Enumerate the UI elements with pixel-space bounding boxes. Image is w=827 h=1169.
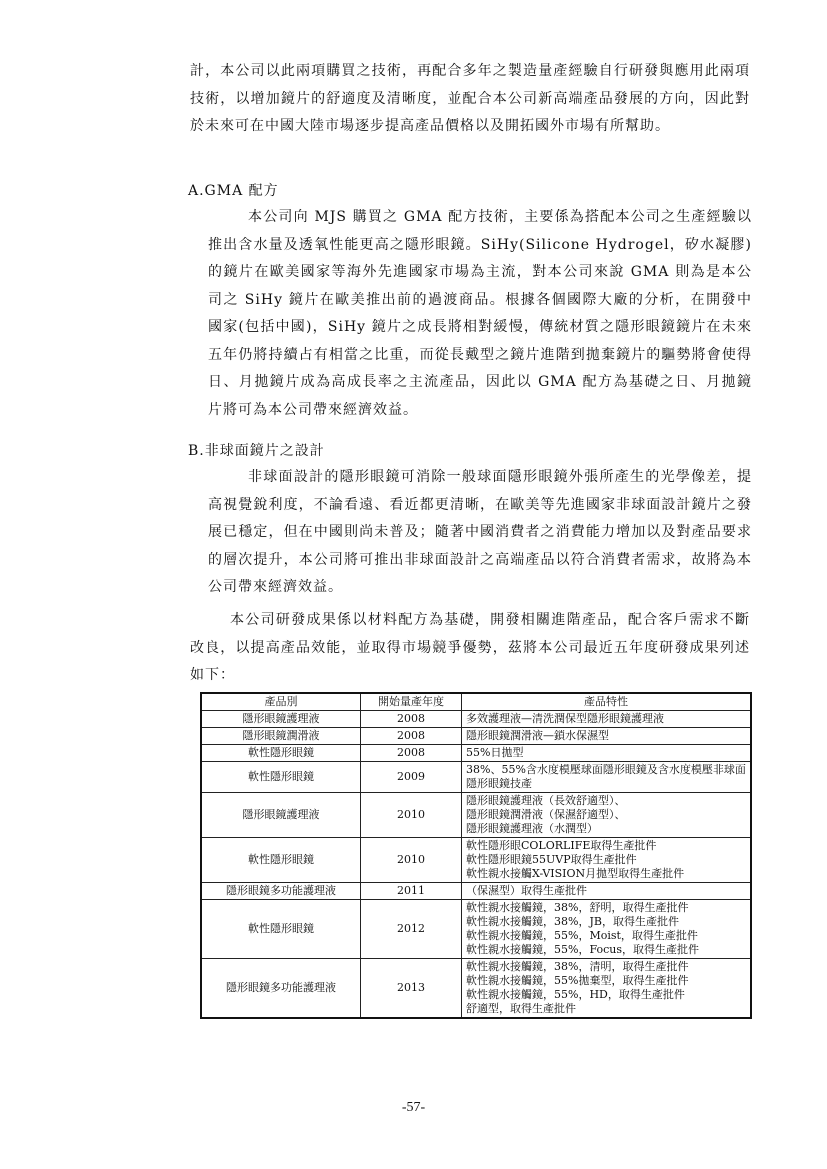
table-row	[201, 900, 751, 959]
cell-features	[462, 793, 752, 838]
section-a-heading: A.GMA 配方	[188, 183, 279, 199]
feature-line: （保濕型）取得生產批件	[466, 884, 587, 897]
table-row	[201, 762, 751, 793]
table-row	[201, 838, 751, 883]
cell-features	[462, 900, 752, 959]
cell-product: 軟性隱形眼鏡	[201, 838, 361, 883]
cell-year: 2011	[361, 883, 462, 900]
cell-year: 2009	[361, 762, 462, 793]
cell-features	[462, 711, 752, 728]
feature-line: 軟性親水接觸X-VISION月拋型取得生產批件	[466, 867, 685, 880]
feature-line: 隱形眼鏡護理液（水潤型）	[466, 822, 598, 835]
feature-line: 軟性親水接觸鏡，38%，舒明，取得生產批件	[466, 901, 689, 914]
cell-features	[462, 959, 752, 1019]
cell-features	[462, 883, 752, 900]
cell-features	[462, 728, 752, 745]
cell-year: 2008	[361, 711, 462, 728]
feature-line: 軟性隱形眼鏡55UVP取得生產批件	[466, 853, 637, 866]
cell-features	[462, 762, 752, 793]
feature-line: 舒適型，取得生產批件	[466, 1002, 576, 1015]
feature-line: 軟性隱形眼COLORLIFE取得生產批件	[466, 839, 657, 852]
header-product: 產品別	[201, 693, 361, 711]
cell-product: 軟性隱形眼鏡	[201, 745, 361, 762]
feature-line: 38%、55%含水度模壓球面隱形眼鏡及含水度模壓非球面隱形眼鏡技產	[466, 763, 746, 790]
cell-product: 軟性隱形眼鏡	[201, 900, 361, 959]
cell-year: 2012	[361, 900, 462, 959]
feature-line: 軟性親水接觸鏡，55%，HD，取得生產批件	[466, 988, 685, 1001]
feature-line: 軟性親水接觸鏡，38%，清明，取得生產批件	[466, 960, 689, 973]
feature-line: 軟性親水接觸鏡，55%，Moist，取得生產批件	[466, 929, 698, 942]
feature-line: 軟性親水接觸鏡，55%，Focus，取得生產批件	[466, 943, 699, 956]
cell-year: 2010	[361, 838, 462, 883]
feature-line: 隱形眼鏡潤滑液（保濕舒適型）、	[466, 808, 626, 821]
table-row	[201, 745, 751, 762]
section-a-body: 本公司向 MJS 購買之 GMA 配方技術，主要係為搭配本公司之生產經驗以推出含水量及透氧性能更高之隱形眼鏡。SiHy(Silicone Hydrogel，矽水凝膠)的鏡片在歐美國家等海外先進國家市場為主流，對本公司來說 GMA 則為是本公司之 SiHy 鏡片在歐美推出前的過渡商品。根據各個國際大廠的分析，在開發中國家(包括中國)，SiHy 鏡片之成長將相對緩慢，傳統材質之隱形眼鏡鏡片在未來五年仍將持續占有相當之比重，而從長戴型之鏡片進階到拋棄鏡片的驅勢將會使得日、月拋鏡片成為高成長率之主流產品，因此以 GMA 配方為基礎之日、月拋鏡片將可為本公司帶來經濟效益。	[208, 209, 752, 418]
feature-line: 隱形眼鏡護理液（長效舒適型）、	[466, 794, 626, 807]
table-row	[201, 793, 751, 838]
cell-year: 2010	[361, 793, 462, 838]
header-year: 開始量產年度	[361, 693, 462, 711]
cell-product: 隱形眼鏡護理液	[201, 793, 361, 838]
feature-line: 多效護理液—清洗潤保型隱形眼鏡護理液	[466, 712, 664, 725]
table-row	[201, 883, 751, 900]
page-number: -57-	[401, 1100, 426, 1115]
table-header-row	[201, 693, 751, 711]
cell-year: 2013	[361, 959, 462, 1019]
table-row	[201, 959, 751, 1019]
feature-line: 軟性親水接觸鏡，55%拋棄型，取得生產批件	[466, 974, 689, 987]
cell-features	[462, 838, 752, 883]
cell-product: 隱形眼鏡潤滑液	[201, 728, 361, 745]
cell-product: 隱形眼鏡多功能護理液	[201, 959, 361, 1019]
feature-line: 55%日拋型	[466, 746, 524, 759]
cell-product: 隱形眼鏡多功能護理液	[201, 883, 361, 900]
closing-paragraph: 本公司研發成果係以材料配方為基礎，開發相關進階產品，配合客戶需求不斷改良，以提高產品效能，並取得市場競爭優勢，茲將本公司最近五年度研發成果列述如下：	[190, 612, 750, 683]
header-features: 產品特性	[462, 693, 752, 711]
feature-line: 隱形眼鏡潤滑液—鎖水保濕型	[466, 729, 609, 742]
intro-paragraph: 計，本公司以此兩項購買之技術，再配合多年之製造量產經驗自行研發與應用此兩項技術，以增加鏡片的舒適度及清晰度，並配合本公司新高端產品發展的方向，因此對於未來可在中國大陸市場逐步提高產品價格以及開拓國外市場有所幫助。	[190, 63, 750, 134]
section-b-body: 非球面設計的隱形眼鏡可消除一般球面隱形眼鏡外張所產生的光學像差，提高視覺銳利度，不論看遠、看近都更清晰，在歐美等先進國家非球面設計鏡片之發展已穩定，但在中國則尚未普及；隨著中國消費者之消費能力增加以及對產品要求的層次提升，本公司將可推出非球面設計之高端產品以符合消費者需求，故將為本公司帶來經濟效益。	[208, 469, 752, 595]
table-row	[201, 728, 751, 745]
cell-year: 2008	[361, 745, 462, 762]
table-row	[201, 711, 751, 728]
rd-results-table	[200, 692, 752, 1019]
feature-line: 軟性親水接觸鏡，38%，JB，取得生產批件	[466, 915, 679, 928]
cell-features	[462, 745, 752, 762]
section-b-heading: B.非球面鏡片之設計	[188, 443, 325, 459]
cell-product: 隱形眼鏡護理液	[201, 711, 361, 728]
cell-product: 軟性隱形眼鏡	[201, 762, 361, 793]
cell-year: 2008	[361, 728, 462, 745]
